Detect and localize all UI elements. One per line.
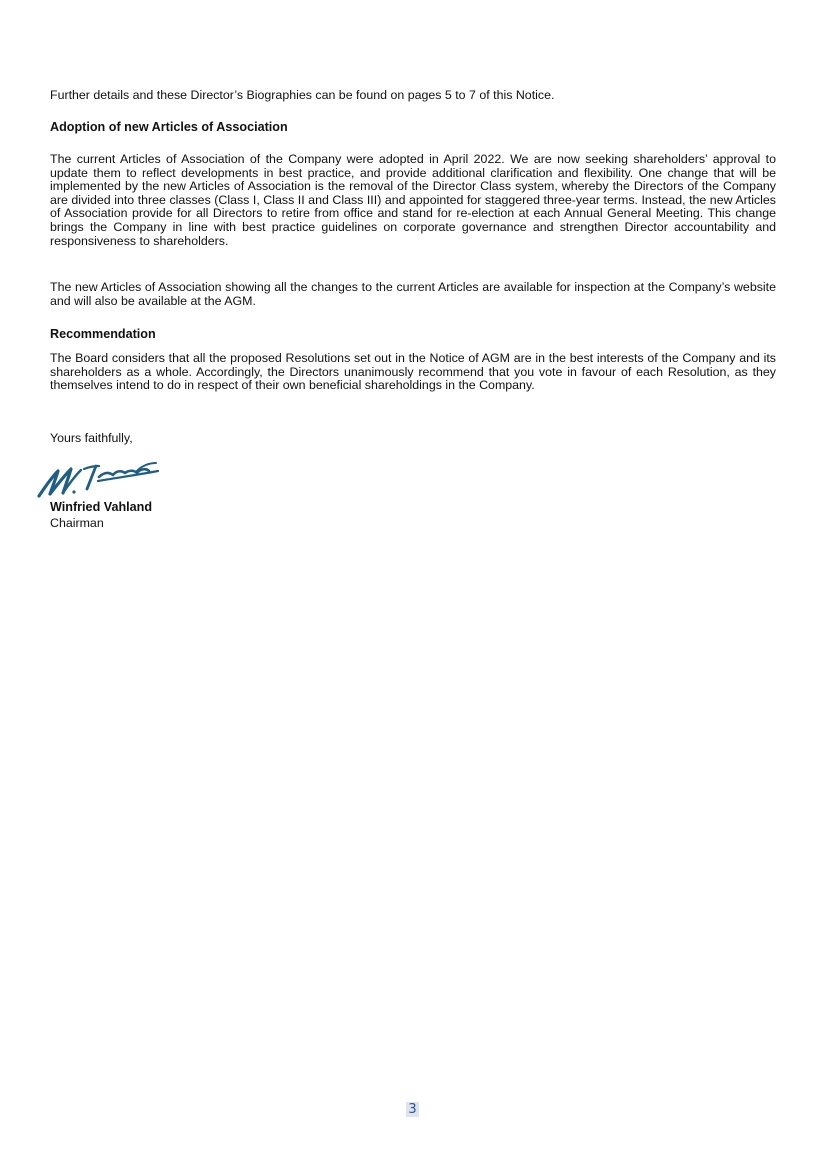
intro-paragraph: Further details and these Director’s Biographies can be found on pages 5 to 7 of this Notice. (50, 88, 555, 102)
recommendation-heading: Recommendation (50, 327, 156, 341)
handwritten-signature (36, 459, 162, 499)
signer-name: Winfried Vahland (50, 500, 153, 514)
closing-salutation: Yours faithfully, (50, 431, 133, 445)
articles-heading: Adoption of new Articles of Association (50, 120, 288, 134)
articles-paragraph-2: The new Articles of Association showing all the changes to the current Articles are available for inspection at the Company’s website and will also be available at the AGM. (50, 280, 776, 308)
recommendation-paragraph: The Board considers that all the proposed Resolutions set out in the Notice of AGM are in the best interests of the Company and its shareholders as a whole. Accordingly, the Directors unanimously recommend that you vote in favour of each Resolution, as they themselves intend to do in respect of their own beneficial shareholdings in the Company. (50, 351, 776, 393)
articles-paragraph-1: The current Articles of Association of the Company were adopted in April 2022. We are now seeking shareholders’ approval to update them to reflect developments in best practice, and provide additional clarification and flexibility. One change that will be implemented by the new Articles of Association is the removal of the Director Class system, whereby the Directors of the Company are divided into three classes (Class I, Class II and Class III) and appointed for staggered three-year terms. Instead, the new Articles of Association provide for all Directors to retire from office and stand for re-election at each Annual General Meeting. This change brings the Company in line with best practice guidelines on corporate governance and strengthen Director accountability and responsiveness to shareholders. (50, 152, 776, 248)
page-number (0, 1102, 825, 1117)
signer-title: Chairman (50, 516, 104, 530)
page-number-label: 3 (408, 1102, 417, 1117)
